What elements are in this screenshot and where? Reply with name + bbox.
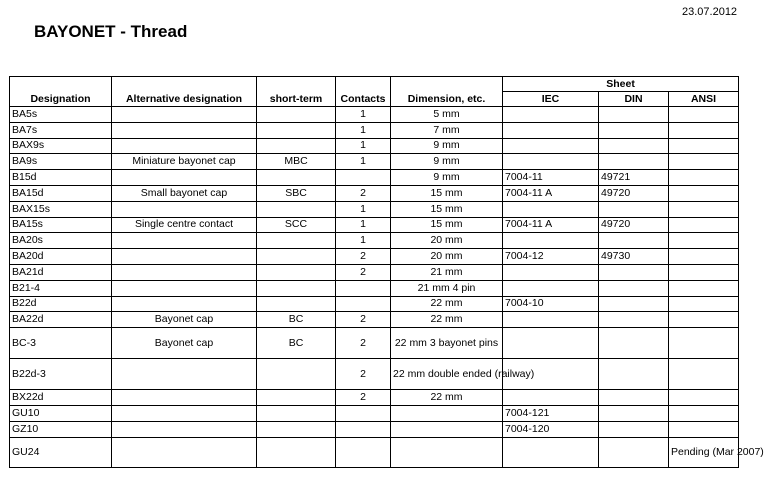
table-row xyxy=(10,154,739,170)
cell-short-term xyxy=(257,421,336,437)
table-row xyxy=(10,264,739,280)
cell-contacts: 2 xyxy=(336,328,391,359)
cell-ansi xyxy=(669,154,739,170)
cell-alternative-designation xyxy=(112,107,257,123)
cell-short-term: SBC xyxy=(257,185,336,201)
cell-short-term xyxy=(257,107,336,123)
cell-dimension: 20 mm xyxy=(391,249,503,265)
cell-contacts: 1 xyxy=(336,154,391,170)
table-row xyxy=(10,170,739,186)
cell-short-term xyxy=(257,437,336,467)
document-date: 23.07.2012 xyxy=(682,6,738,18)
cell-contacts: 1 xyxy=(336,122,391,138)
cell-iec xyxy=(503,138,599,154)
table-row xyxy=(10,122,739,138)
cell-designation: B22d-3 xyxy=(10,359,112,390)
cell-designation: BC-3 xyxy=(10,328,112,359)
cell-ansi xyxy=(669,201,739,217)
cell-ansi xyxy=(669,328,739,359)
cell-alternative-designation xyxy=(112,170,257,186)
cell-din: 49720 xyxy=(599,185,669,201)
cell-ansi xyxy=(669,296,739,312)
document-title: BAYONET - Thread xyxy=(34,22,188,41)
table-row xyxy=(10,233,739,249)
cell-short-term: SCC xyxy=(257,217,336,233)
cell-contacts xyxy=(336,296,391,312)
cell-din xyxy=(599,328,669,359)
cell-alternative-designation xyxy=(112,390,257,406)
cell-ansi xyxy=(669,107,739,123)
cell-alternative-designation: Bayonet cap xyxy=(112,312,257,328)
cell-dimension: 9 mm xyxy=(391,170,503,186)
table-row xyxy=(10,421,739,437)
cell-contacts: 2 xyxy=(336,359,391,390)
cell-designation: BAX15s xyxy=(10,201,112,217)
cell-dimension xyxy=(391,421,503,437)
cell-contacts: 2 xyxy=(336,249,391,265)
cell-dimension: 22 mm xyxy=(391,312,503,328)
cell-dimension: 21 mm 4 pin xyxy=(391,280,503,296)
cell-ansi xyxy=(669,359,739,390)
cell-ansi xyxy=(669,280,739,296)
cell-ansi xyxy=(669,405,739,421)
cell-contacts: 2 xyxy=(336,185,391,201)
cell-dimension: 15 mm xyxy=(391,217,503,233)
table-row xyxy=(10,437,739,467)
cell-dimension: 9 mm xyxy=(391,154,503,170)
cell-designation: BA20d xyxy=(10,249,112,265)
cell-short-term xyxy=(257,359,336,390)
header-ansi: ANSI xyxy=(669,92,739,107)
table-row xyxy=(10,359,739,390)
cell-contacts xyxy=(336,421,391,437)
header-din: DIN xyxy=(599,92,669,107)
cell-alternative-designation: Small bayonet cap xyxy=(112,185,257,201)
cell-short-term xyxy=(257,296,336,312)
cell-din xyxy=(599,296,669,312)
cell-ansi xyxy=(669,421,739,437)
cell-contacts xyxy=(336,170,391,186)
cell-dimension: 15 mm xyxy=(391,185,503,201)
cell-dimension: 22 mm double ended (railway) xyxy=(391,359,503,390)
cell-short-term: BC xyxy=(257,312,336,328)
cell-din: 49721 xyxy=(599,170,669,186)
cell-alternative-designation xyxy=(112,437,257,467)
cell-iec: 7004-11 A xyxy=(503,185,599,201)
cell-iec xyxy=(503,122,599,138)
cell-dimension xyxy=(391,405,503,421)
cell-iec: 7004-121 xyxy=(503,405,599,421)
cell-alternative-designation xyxy=(112,421,257,437)
cell-ansi xyxy=(669,264,739,280)
cell-designation: B22d xyxy=(10,296,112,312)
cell-din: 49720 xyxy=(599,217,669,233)
cell-ansi xyxy=(669,312,739,328)
table-row xyxy=(10,107,739,123)
cell-dimension: 15 mm xyxy=(391,201,503,217)
cell-short-term xyxy=(257,122,336,138)
cell-iec xyxy=(503,312,599,328)
table-row xyxy=(10,217,739,233)
cell-alternative-designation xyxy=(112,296,257,312)
cell-din xyxy=(599,421,669,437)
table-row xyxy=(10,249,739,265)
cell-din xyxy=(599,138,669,154)
table-row xyxy=(10,296,739,312)
cell-short-term xyxy=(257,249,336,265)
header-iec: IEC xyxy=(503,92,599,107)
cell-ansi xyxy=(669,138,739,154)
cell-ansi xyxy=(669,170,739,186)
cell-iec: 7004-120 xyxy=(503,421,599,437)
cell-iec: 7004-11 xyxy=(503,170,599,186)
cell-dimension: 22 mm 3 bayonet pins xyxy=(391,328,503,359)
header-short-term: short-term xyxy=(257,77,336,107)
cell-iec: 7004-10 xyxy=(503,296,599,312)
cell-designation: BA7s xyxy=(10,122,112,138)
table-row xyxy=(10,312,739,328)
cell-designation: BA22d xyxy=(10,312,112,328)
cell-alternative-designation xyxy=(112,280,257,296)
cell-designation: BA15s xyxy=(10,217,112,233)
cell-designation: BX22d xyxy=(10,390,112,406)
cell-contacts: 2 xyxy=(336,264,391,280)
cell-iec xyxy=(503,201,599,217)
cell-contacts xyxy=(336,437,391,467)
cell-din xyxy=(599,154,669,170)
header-alternative-designation: Alternative designation xyxy=(112,77,257,107)
header-designation: Designation xyxy=(10,77,112,107)
cell-iec xyxy=(503,280,599,296)
cell-dimension: 22 mm xyxy=(391,390,503,406)
cell-din xyxy=(599,437,669,467)
header-dimension: Dimension, etc. xyxy=(391,77,503,107)
cell-short-term: BC xyxy=(257,328,336,359)
cell-ansi xyxy=(669,390,739,406)
table-body xyxy=(10,107,764,468)
cell-din xyxy=(599,390,669,406)
cell-designation: GZ10 xyxy=(10,421,112,437)
cell-alternative-designation xyxy=(112,249,257,265)
cell-din xyxy=(599,405,669,421)
cell-iec xyxy=(503,328,599,359)
cell-designation: BA5s xyxy=(10,107,112,123)
cell-short-term xyxy=(257,264,336,280)
cell-short-term: MBC xyxy=(257,154,336,170)
table-row xyxy=(10,405,739,421)
cell-alternative-designation: Bayonet cap xyxy=(112,328,257,359)
cell-alternative-designation xyxy=(112,233,257,249)
cell-contacts xyxy=(336,405,391,421)
cell-iec xyxy=(503,154,599,170)
cell-alternative-designation: Single centre contact xyxy=(112,217,257,233)
cell-alternative-designation xyxy=(112,138,257,154)
cell-ansi xyxy=(669,185,739,201)
table-row xyxy=(10,185,739,201)
cell-designation: BA21d xyxy=(10,264,112,280)
cell-contacts: 1 xyxy=(336,138,391,154)
cell-dimension: 9 mm xyxy=(391,138,503,154)
cell-designation: B21-4 xyxy=(10,280,112,296)
cell-designation: BA9s xyxy=(10,154,112,170)
cell-short-term xyxy=(257,280,336,296)
cell-ansi xyxy=(669,122,739,138)
cell-designation: GU24 xyxy=(10,437,112,467)
cell-contacts: 1 xyxy=(336,201,391,217)
cell-iec xyxy=(503,264,599,280)
cell-short-term xyxy=(257,170,336,186)
cell-din xyxy=(599,264,669,280)
cell-din xyxy=(599,107,669,123)
cell-din: 49730 xyxy=(599,249,669,265)
cell-ansi xyxy=(669,249,739,265)
cell-iec: 7004-11 A xyxy=(503,217,599,233)
cell-contacts xyxy=(336,280,391,296)
cell-short-term xyxy=(257,390,336,406)
cell-iec xyxy=(503,233,599,249)
cell-alternative-designation xyxy=(112,264,257,280)
cell-designation: BA20s xyxy=(10,233,112,249)
table-row xyxy=(10,201,739,217)
cell-short-term xyxy=(257,405,336,421)
cell-short-term xyxy=(257,201,336,217)
cell-contacts: 2 xyxy=(336,312,391,328)
table-row xyxy=(10,328,739,359)
cell-dimension: 20 mm xyxy=(391,233,503,249)
cell-designation: BA15d xyxy=(10,185,112,201)
cell-dimension: 22 mm xyxy=(391,296,503,312)
cell-alternative-designation xyxy=(112,359,257,390)
cell-iec xyxy=(503,107,599,123)
header-sheet: Sheet xyxy=(503,77,739,92)
cell-din xyxy=(599,201,669,217)
cell-dimension: 7 mm xyxy=(391,122,503,138)
cell-iec xyxy=(503,437,599,467)
cell-dimension: 21 mm xyxy=(391,264,503,280)
table-row xyxy=(10,390,739,406)
cell-contacts: 2 xyxy=(336,390,391,406)
bayonet-thread-table xyxy=(9,76,764,468)
cell-short-term xyxy=(257,138,336,154)
cell-ansi xyxy=(669,233,739,249)
cell-alternative-designation: Miniature bayonet cap xyxy=(112,154,257,170)
cell-designation: GU10 xyxy=(10,405,112,421)
cell-dimension xyxy=(391,437,503,467)
cell-din xyxy=(599,280,669,296)
cell-short-term xyxy=(257,233,336,249)
cell-iec xyxy=(503,390,599,406)
cell-designation: BAX9s xyxy=(10,138,112,154)
cell-din xyxy=(599,359,669,390)
cell-din xyxy=(599,122,669,138)
cell-alternative-designation xyxy=(112,405,257,421)
cell-din xyxy=(599,233,669,249)
cell-din xyxy=(599,312,669,328)
cell-contacts: 1 xyxy=(336,233,391,249)
cell-ansi: Pending (Mar 2007) xyxy=(669,437,739,467)
cell-contacts: 1 xyxy=(336,107,391,123)
cell-alternative-designation xyxy=(112,201,257,217)
table-row xyxy=(10,280,739,296)
cell-designation: B15d xyxy=(10,170,112,186)
cell-contacts: 1 xyxy=(336,217,391,233)
table-row xyxy=(10,138,739,154)
cell-iec: 7004-12 xyxy=(503,249,599,265)
cell-dimension: 5 mm xyxy=(391,107,503,123)
header-contacts: Contacts xyxy=(336,77,391,107)
cell-alternative-designation xyxy=(112,122,257,138)
cell-ansi xyxy=(669,217,739,233)
